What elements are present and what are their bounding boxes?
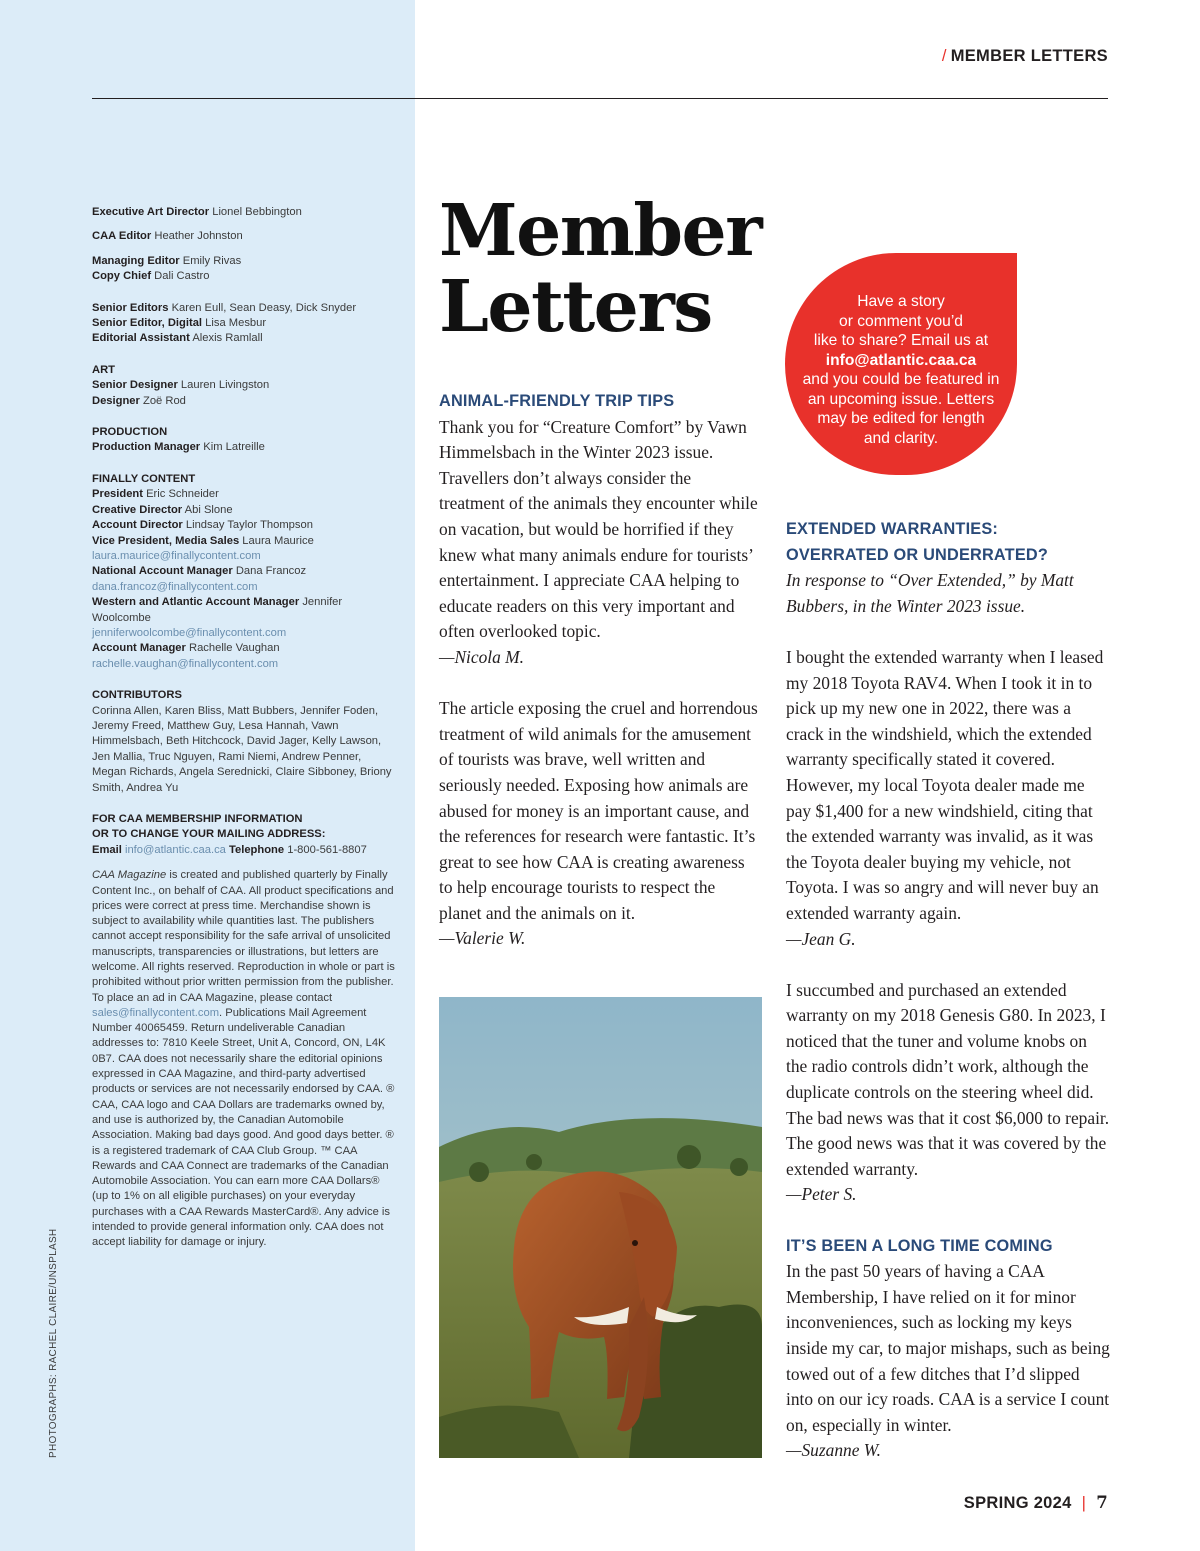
footer-separator: | <box>1081 1494 1087 1512</box>
finally-content-section <box>92 472 397 672</box>
letter-section-heading: OVERRATED OR UNDERRATED? <box>786 545 1048 564</box>
page-title <box>439 188 762 348</box>
section-heading: ART <box>92 363 115 376</box>
membership-info-section <box>92 812 397 858</box>
role-label: Senior Designer <box>92 379 178 392</box>
role-label: Account Director <box>92 519 183 532</box>
staff-group <box>92 254 397 285</box>
page-number: 7 <box>1096 1493 1108 1512</box>
letter-body: I bought the extended warranty when I leased my 2018 Toyota RAV4. When I took it in to pick up my new one in 2022, there was a crack in the windshield, which the extended warranty specifically stated it covered. However, my local Toyota dealer made me pay $1,400 for a new windshield, citing that the extended warranty was invalid, as it was the Toyota dealer buying my vehicle, not Toyota. I was so angry and will never buy an extended warranty again. <box>786 646 1104 923</box>
callout-line: or comment you’d <box>839 312 963 330</box>
role-label: Copy Chief <box>92 270 152 283</box>
staff-name: Abi Slone <box>184 503 233 516</box>
callout-line: may be edited for length <box>817 410 985 427</box>
staff-name: Karen Eull, Sean Deasy, Dick Snyder <box>171 301 357 314</box>
staff-name: Emily Rivas <box>182 254 242 267</box>
role-label: Designer <box>92 394 140 407</box>
letter-body: I succumbed and purchased an extended warranty on my 2018 Genesis G80. In 2023, I noticed that the tuner and volume knobs on the radio controls didn’t work, although the duplicate controls on the steering wheel did. The bad news was that it cost $6,000 to repair. The good news was that it was covered by the extended warranty. <box>786 979 1110 1179</box>
callout-line: and clarity. <box>863 429 939 447</box>
callout-email-link[interactable]: info@atlantic.caa.ca <box>825 351 977 369</box>
staff-name: Kim Latreille <box>203 441 265 454</box>
section-heading: FOR CAA MEMBERSHIP INFORMATION <box>92 813 303 825</box>
legal-notice <box>92 868 397 1250</box>
staff-name: Rachelle Vaughan <box>188 642 280 655</box>
role-label: Account Manager <box>92 642 186 655</box>
contributors-section <box>92 688 397 796</box>
membership-email-link[interactable]: info@atlantic.caa.ca <box>124 843 226 856</box>
photo-credit: PHOTOGRAPHS: RACHEL CLAIRE/UNSPLASH <box>48 1228 59 1458</box>
staff-group <box>92 205 397 220</box>
letter-body: Thank you for “Creature Comfort” by Vawn Himmelsbach in the Winter 2023 issue. Travellers don’t always consider the treatment of the animals they encounter while on vacation, but would be horrified if they knew what many animals endure for tourists’ entertainment. I appreciate CAA helping to educate readers on this very important and often overlooked topic. <box>439 416 758 642</box>
email-link[interactable]: rachelle.vaughan@finallycontent.com <box>92 657 279 670</box>
role-label: Production Manager <box>92 441 201 454</box>
elephant-photo <box>439 997 762 1458</box>
elephant-illustration <box>439 997 762 1458</box>
issue-label: SPRING 2024 <box>963 1494 1072 1512</box>
role-label: Western and Atlantic Account Manager <box>92 596 300 609</box>
letter-section-heading: ANIMAL-FRIENDLY TRIP TIPS <box>439 392 675 410</box>
letter-section-heading: EXTENDED WARRANTIES: <box>786 520 999 538</box>
email-link[interactable]: laura.maurice@finallycontent.com <box>92 549 261 562</box>
role-label: Editorial Assistant <box>92 332 190 345</box>
letter-body: In the past 50 years of having a CAA Membership, I have relied on it for minor inconveniences, such as locking my keys inside my car, to major mishaps, such as being towed out of a few ditches that I’d slipped into on our icy roads. CAA is a service I count on, especially in winter. <box>786 1261 1110 1435</box>
letters-column-right <box>786 517 1110 1464</box>
title-line: Letters <box>439 264 712 348</box>
role-label: Creative Director <box>92 503 183 516</box>
masthead-panel <box>0 0 415 1551</box>
staff-name: Heather Johnston <box>154 230 243 243</box>
role-label: National Account Manager <box>92 565 233 578</box>
magazine-name: CAA Magazine <box>92 869 167 882</box>
callout-line: an upcoming issue. Letters <box>807 390 995 408</box>
staff-name: Laura Maurice <box>242 534 314 547</box>
sales-email-link[interactable]: sales@finallycontent.com <box>92 1006 220 1019</box>
staff-group <box>92 301 397 347</box>
letters-column-left <box>439 389 761 952</box>
role-label: Managing Editor <box>92 254 180 267</box>
section-heading: PRODUCTION <box>92 426 168 439</box>
role-label: Senior Editors <box>92 301 169 314</box>
email-link[interactable]: jenniferwoolcombe@finallycontent.com <box>92 626 287 639</box>
role-label: Vice President, Media Sales <box>92 534 240 547</box>
staff-name: Lisa Mesbur <box>205 317 267 330</box>
letter-signature: —Nicola M. <box>439 646 525 667</box>
title-line: Member <box>439 188 762 272</box>
letter-intro: In response to “Over Extended,” by Matt Bubbers, in the Winter 2023 issue. <box>786 570 1074 616</box>
staff-group <box>92 229 397 244</box>
staff-name: Dali Castro <box>154 270 210 283</box>
role-label: CAA Editor <box>92 230 152 243</box>
staff-name: Alexis Ramlall <box>192 332 263 345</box>
staff-name: Lauren Livingston <box>180 379 270 392</box>
role-label: Senior Editor, Digital <box>92 317 203 330</box>
email-label: Email <box>92 843 122 856</box>
staff-name: Lionel Bebbington <box>212 206 302 218</box>
staff-name: Jennifer Woolcombe <box>92 596 343 624</box>
masthead-credits <box>92 205 397 1251</box>
letter-section-heading: IT’S BEEN A LONG TIME COMING <box>786 1236 1053 1255</box>
section-label <box>942 47 1108 66</box>
section-name: MEMBER LETTERS <box>950 47 1108 65</box>
header-divider <box>92 98 1108 99</box>
section-heading: OR TO CHANGE YOUR MAILING ADDRESS: <box>92 828 326 841</box>
letter-signature: —Jean G. <box>786 928 856 949</box>
page-footer <box>964 1493 1108 1513</box>
section-heading: CONTRIBUTORS <box>92 689 182 702</box>
staff-name: Lindsay Taylor Thompson <box>185 519 313 532</box>
staff-name: Eric Schneider <box>146 488 219 501</box>
email-link[interactable]: dana.francoz@finallycontent.com <box>92 580 258 593</box>
callout-line: Have a story <box>857 293 945 310</box>
submit-letter-callout <box>785 253 1017 475</box>
staff-name: Dana Francoz <box>235 565 307 578</box>
letter-signature: —Valerie W. <box>439 928 526 949</box>
legal-text: . Publications Mail Agreement Number 40065459. Return undeliverable Canadian addresses to: 7810 Keele Street, Unit A, Concord, ON, L4K 0B7. CAA does not necessarily share the editorial opinions expressed in CAA Magazine, and third-party advertised products or services are not necessarily endorsed by CAA. ® CAA, CAA logo and CAA Dollars are trademarks owned by, and use is authorized by, the Canadian Automobile Association. Making bad days good. And good days better. ® is a registered trademark of CAA Club Group. ™ CAA Rewards and CAA Connect are trademarks of the Canadian Automobile Association. You can earn more CAA Dollars® (up to 1% on all eligible purchases) on your everyday purchases with a CAA Rewards MasterCard®. Any advice is intended to provide general information only. CAA does not accept liability for damage or injury. <box>92 1006 395 1249</box>
section-heading: FINALLY CONTENT <box>92 472 196 485</box>
legal-text: is created and published quarterly by Finally Content Inc., on behalf of CAA. All product specifications and prices were correct at press time. Merchandise shown is subject to availability while quantities last. The publishers cannot accept responsibility for the safe arrival of unsolicited manuscripts, transparencies or illustrations, but letters are welcome. All rights reserved. Reproduction in whole or part is prohibited without prior written permission from the publisher. To place an ad in CAA Magazine, please contact <box>92 869 395 1004</box>
contributors-list: Corinna Allen, Karen Bliss, Matt Bubbers, Jennifer Foden, Jeremy Freed, Matthew Guy, Lesa Hannah, Vawn Himmelsbach, Beth Hitchcock, David Jager, Kelly Lawson, Jen Mallia, Truc Nguyen, Rami Niemi, Andrew Penner, Megan Richards, Angela Serednicki, Claire Sibboney, Briony Smith, Andrea Yu <box>92 704 392 794</box>
role-label: Executive Art Director <box>92 206 210 218</box>
slash-mark: / <box>941 47 947 65</box>
art-section <box>92 363 397 409</box>
role-label: President <box>92 488 143 501</box>
phone-number: 1-800-561-8807 <box>287 843 367 856</box>
phone-label: Telephone <box>229 843 285 856</box>
callout-line: and you could be featured in <box>802 371 1000 388</box>
letter-signature: —Peter S. <box>786 1184 857 1205</box>
letter-body: The article exposing the cruel and horrendous treatment of wild animals for the amusement of tourists was brave, well written and seriously needed. Exposing how animals are abused for money is an important cause, and the references for research were fantastic. It’s great to see how CAA is creating awareness to help encourage tourists to respect the planet and the animals on it. <box>439 698 758 923</box>
letter-signature: —Suzanne W. <box>786 1440 882 1461</box>
callout-line: like to share? Email us at <box>813 332 989 349</box>
production-section <box>92 425 397 456</box>
staff-name: Zoë Rod <box>142 394 186 407</box>
